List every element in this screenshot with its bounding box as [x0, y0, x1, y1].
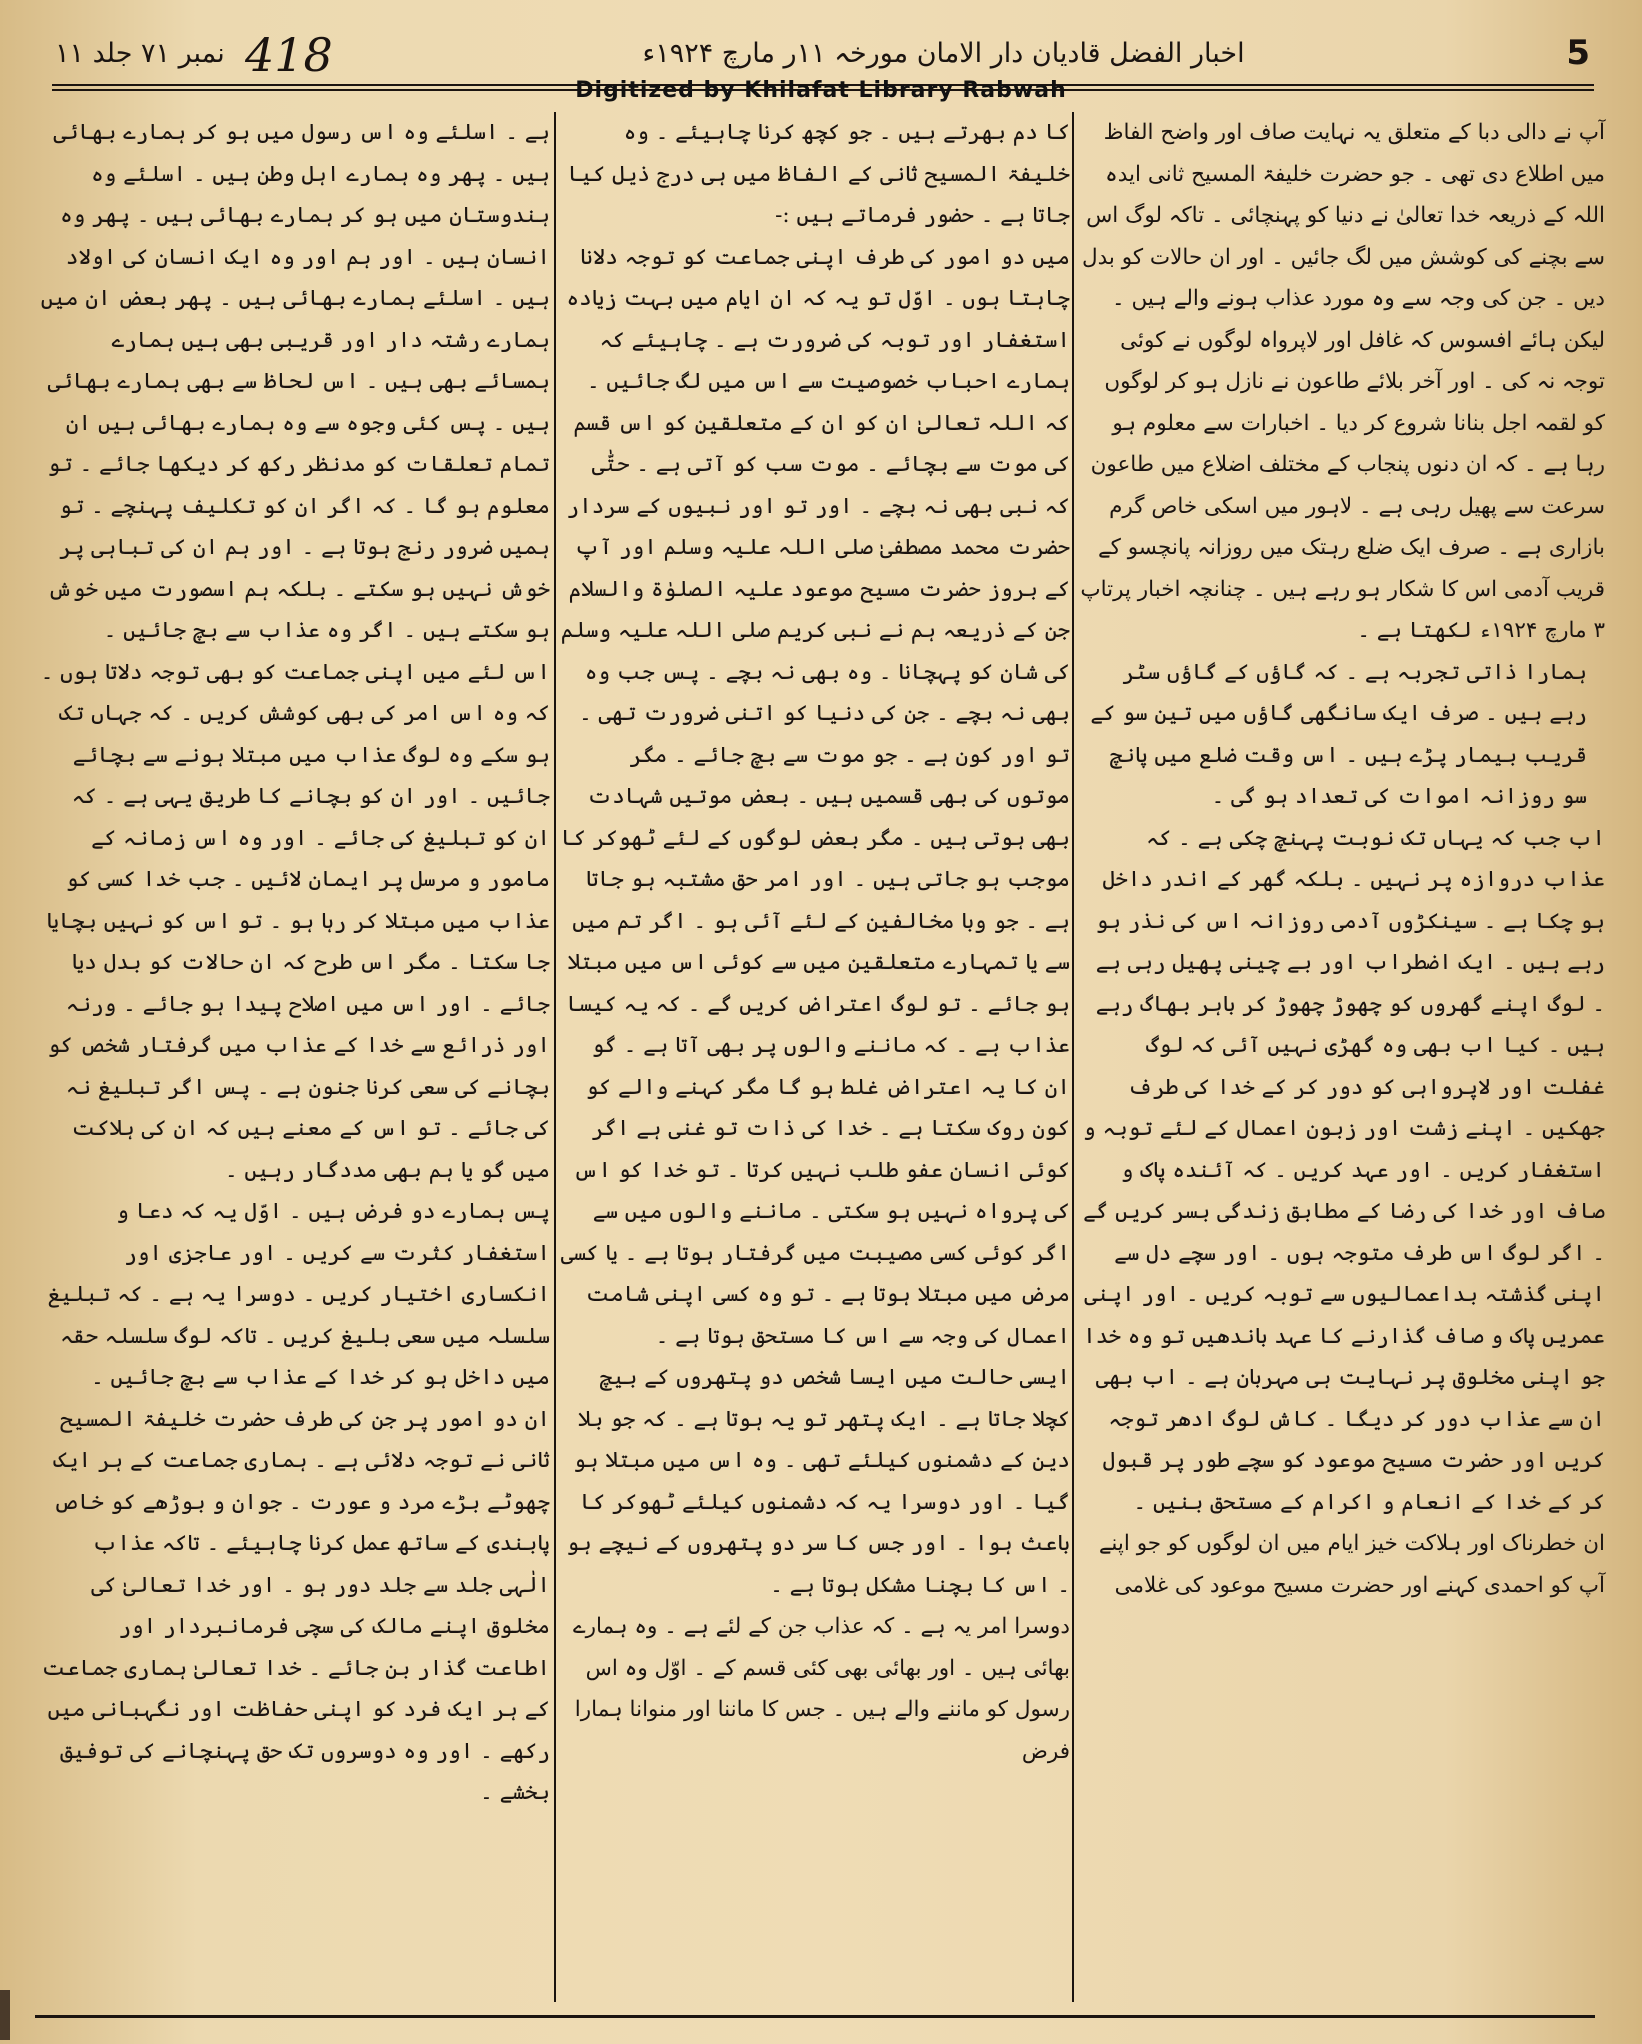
- paragraph: اب جب کہ یہاں تک نوبت پہنچ چکی ہے ۔ کہ عذاب دروازہ پر نہیں ۔ بلکہ گھر کے اندر داخل ہو چکا ہے ۔ سینکڑوں آدمی روزانہ اس کی نذر ہو رہے ہیں ۔ ایک اضطراب اور بے چینی پھیل رہی ہے ۔ لوگ اپنے گھروں کو چھوڑ چھوڑ کر باہر بھاگ رہے ہیں ۔ کیا اب بھی وہ گھڑی نہیں آئی کہ لوگ غفلت اور لاپرواہی کو دور کر کے خدا کی طرف جھکیں ۔ اپنے زشت اور زبون اعمال کے لئے توبہ و استغفار کریں ۔ اور عہد کریں ۔ کہ آئندہ پاک و صاف اور خدا کی رضا کے مطابق زندگی بسر کریں گے ۔ اگر لوگ اس طرف متوجہ ہوں ۔ اور سچے دل سے اپنی گذشتہ بداعمالیوں سے توبہ کریں ۔ اور اپنی عمریں پاک و صاف گذارنے کا عہد باندھیں تو وہ خدا جو اپنی مخلوق پر نہایت ہی مہربان ہے ۔ اب بھی ان سے عذاب دور کر دیگا ۔ کاش لوگ ادھر توجہ کریں اور حضرت مسیح موعود کو سچے طور پر قبول کر کے خدا کے انعام و اکرام کے مستحق بنیں ۔: [1083, 825, 1605, 1515]
- paragraph: ان خطرناک اور ہلاکت خیز ایام میں ان لوگوں کو جو اپنے آپ کو احمدی کہنے اور حضرت مسیح موعود کی غلامی: [1098, 1531, 1605, 1598]
- page-number: 5: [1566, 33, 1590, 73]
- column-left: [40, 112, 550, 2002]
- article-columns: [40, 112, 1605, 2002]
- footer-rule: [35, 2015, 1595, 2018]
- issue-number: نمبر ۷۱ جلد ۱۱: [55, 37, 225, 69]
- paragraph: اس لئے میں اپنی جماعت کو بھی توجہ دلاتا ہوں ۔ کہ وہ اس امر کی بھی کوشش کریں ۔ کہ جہاں تک ہو سکے وہ لوگ عذاب میں مبتلا ہونے سے بچائے جائیں ۔ اور ان کو بچانے کا طریق یہی ہے ۔ کہ ان کو تبلیغ کی جائے ۔ اور وہ اس زمانہ کے مامور و مرسل پر ایمان لائیں ۔ جب خدا کسی کو عذاب میں مبتلا کر رہا ہو ۔ تو اس کو نہیں بچایا جا سکتا ۔ مگر اس طرح کہ ان حالات کو بدل دیا جائے ۔ اور اس میں اصلاح پیدا ہو جائے ۔ ورنہ اور ذرائع سے خدا کے عذاب میں گرفتار شخص کو بچانے کی سعی کرنا جنون ہے ۔ پس اگر تبلیغ نہ کی جائے ۔ تو اس کے معنے ہیں کہ ان کی ہلاکت میں گو یا ہم بھی مددگار رہیں ۔: [40, 659, 550, 1183]
- paragraph: ان دو امور پر جن کی طرف حضرت خلیفۃ المسیح ثانی نے توجہ دلائی ہے ۔ ہماری جماعت کے ہر ایک چھوٹے بڑے مرد و عورت ۔ جوان و بوڑھے کو خاص پابندی کے ساتھ عمل کرنا چاہیئے ۔ تاکہ عذاب الٰہی جلد سے جلد دور ہو ۔ اور خدا تعالیٰ کی مخلوق اپنے مالک کی سچی فرمانبردار اور اطاعت گذار بن جائے ۔ خدا تعالیٰ ہماری جماعت کے ہر ایک فرد کو اپنی حفاظت اور نگہبانی میں رکھے ۔ اور وہ دوسروں تک حق پہنچانے کی توفیق بخشے ۔: [41, 1406, 550, 1805]
- paragraph: ہمارا ذاتی تجربہ ہے ۔ کہ گاؤں کے گاؤں سٹر رہے ہیں ۔ صرف ایک سانگھی گاؤں میں تین سو کے قریب بیمار پڑے ہیں ۔ اس وقت ضلع میں پانچ سو روزانہ اموات کی تعداد ہو گی ۔: [1090, 659, 1587, 809]
- column-middle: [560, 112, 1070, 2002]
- paragraph: ہے ۔ اسلئے وہ اس رسول میں ہو کر ہمارے بھائی ہیں ۔ پھر وہ ہمارے اہل وطن ہیں ۔ اسلئے وہ ہندوستان میں ہو کر ہمارے بھائی ہیں ۔ پھر وہ انسان ہیں ۔ اور ہم اور وہ ایک انسان کی اولاد ہیں ۔ اسلئے ہمارے بھائی ہیں ۔ پھر بعض ان میں ہمارے رشتہ دار اور قریبی بھی ہیں ہمارے ہمسائے بھی ہیں ۔ اس لحاظ سے بھی ہمارے بھائی ہیں ۔ پس کئی وجوہ سے وہ ہمارے بھائی ہیں ان تمام تعلقات کو مدنظر رکھ کر دیکھا جائے ۔ تو معلوم ہو گا ۔ کہ اگر ان کو تکلیف پہنچے ۔ تو ہمیں ضرور رنج ہوتا ہے ۔ اور ہم ان کی تباہی پر خوش نہیں ہو سکتے ۔ بلکہ ہم اسصورت میں خوش ہو سکتے ہیں ۔ اگر وہ عذاب سے بچ جائیں ۔: [40, 120, 550, 643]
- masthead: اخبار الفضل قادیان دار الامان مورخہ ۱۱ر مارچ ۱۹۲۴ء: [642, 37, 1245, 69]
- column-divider: [554, 112, 556, 2002]
- paragraph: میں دو امور کی طرف اپنی جماعت کو توجہ دلانا چاہتا ہوں ۔ اوّل تو یہ کہ ان ایام میں بہت زیادہ استغفار اور توبہ کی ضرورت ہے ۔ چاہیئے کہ ہمارے احباب خصوصیت سے اس میں لگ جائیں ۔ کہ اللہ تعالیٰ ان کو ان کے متعلقین کو اس قسم کی موت سے بچائے ۔ موت سب کو آتی ہے ۔ حتّٰی کہ نبی بھی نہ بچے ۔ اور تو اور نبیوں کے سردار حضرت محمد مصطفیٰ صلی اللہ علیہ وسلم اور آپ کے بروز حضرت مسیح موعود علیہ الصلوٰۃ والسلام جن کے ذریعہ ہم نے نبی کریم صلی اللہ علیہ وسلم کی شان کو پہچانا ۔ وہ بھی نہ بچے ۔ پس جب وہ بھی نہ بچے ۔ جن کی دنیا کو اتنی ضرورت تھی ۔ تو اور کون ہے ۔ جو موت سے بچ جائے ۔ مگر موتوں کی بھی قسمیں ہیں ۔ بعض موتیں شہادت بھی ہوتی ہیں ۔ مگر بعض لوگوں کے لئے ٹھوکر کا موجب ہو جاتی ہیں ۔ اور امر حق مشتبہ ہو جاتا ہے ۔ جو وبا مخالفین کے لئے آئی ہو ۔ اگر تم میں سے یا تمہارے متعلقین میں سے کوئی اس میں مبتلا ہو جائے ۔ تو لوگ اعتراض کریں گے ۔ کہ یہ کیسا عذاب ہے ۔ کہ ماننے والوں پر بھی آتا ہے ۔ گو ان کا یہ اعتراض غلط ہو گا مگر کہنے والے کو کون روک سکتا ہے ۔ خدا کی ذات تو غنی ہے اگر کوئی انسان عفو طلب نہیں کرتا ۔ تو خدا کو اس کی پرواہ نہیں ہو سکتی ۔ ماننے والوں میں سے اگر کوئی کسی مصیبت میں گرفتار ہوتا ہے ۔ یا کسی مرض میں مبتلا ہوتا ہے ۔ تو وہ کسی اپنی شامت اعمال کی وجہ سے اس کا مستحق ہوتا ہے ۔: [560, 244, 1070, 1349]
- digitized-watermark: Digitized by Khilafat Library Rabwah: [575, 78, 1067, 103]
- paragraph: دوسرا امر یہ ہے ۔ کہ عذاب جن کے لئے ہے ۔ وہ ہمارے بھائی ہیں ۔ اور بھائی بھی کئی قسم کے ۔ اوّل وہ اس رسول کو ماننے والے ہیں ۔ جس کا ماننا اور منوانا ہمارا فرض: [573, 1614, 1070, 1764]
- paragraph: کا دم بھرتے ہیں ۔ جو کچھ کرنا چاہیئے ۔ وہ خلیفۃ المسیح ثانی کے الفاظ میں ہی درج ذیل کیا جاتا ہے ۔ حضور فرماتے ہیں :-: [567, 120, 1070, 228]
- paragraph: ایسی حالت میں ایسا شخص دو پتھروں کے بیچ کچلا جاتا ہے ۔ ایک پتھر تو یہ ہوتا ہے ۔ کہ جو بلا دین کے دشمنوں کیلئے تھی ۔ وہ اس میں مبتلا ہو گیا ۔ اور دوسرا یہ کہ دشمنوں کیلئے ٹھوکر کا باعث ہوا ۔ اور جس کا سر دو پتھروں کے نیچے ہو ۔ اس کا بچنا مشکل ہوتا ہے ۔: [566, 1365, 1070, 1598]
- handwritten-page-number: [243, 28, 333, 82]
- paragraph: پس ہمارے دو فرض ہیں ۔ اوّل یہ کہ دعا و استغفار کثرت سے کریں ۔ اور عاجزی اور انکساری اختیار کریں ۔ دوسرا یہ ہے ۔ کہ تبلیغ سلسلہ میں سعی بلیغ کریں ۔ تاکہ لوگ سلسلہ حقہ میں داخل ہو کر خدا کے عذاب سے بچ جائیں ۔: [47, 1199, 550, 1390]
- binding-edge: [0, 1990, 10, 2040]
- column-right: [1080, 112, 1605, 2002]
- page-header: [55, 22, 1590, 84]
- column-divider: [1072, 112, 1074, 2002]
- handwritten-number-text: 418: [244, 28, 333, 82]
- header-left: [55, 28, 333, 82]
- paragraph: آپ نے دالی دبا کے متعلق یہ نہایت صاف اور واضح الفاظ میں اطلاع دی تھی ۔ جو حضرت خلیفۃ المسیح ثانی ایدہ اللہ کے ذریعہ خدا تعالیٰ نے دنیا کو پہنچائی ۔ تاکہ لوگ اس سے بچنے کی کوشش میں لگ جائیں ۔ اور ان حالات کو بدل دیں ۔ جن کی وجہ سے وہ مورد عذاب ہونے والے ہیں ۔ لیکن ہائے افسوس کہ غافل اور لاپرواہ لوگوں نے کوئی توجہ نہ کی ۔ اور آخر بلائے طاعون نے نازل ہو کر لوگوں کو لقمہ اجل بنانا شروع کر دیا ۔ اخبارات سے معلوم ہو رہا ہے ۔ کہ ان دنوں پنجاب کے مختلف اضلاع میں طاعون سرعت سے پھیل رہی ہے ۔ لاہور میں اسکی خاص گرم بازاری ہے ۔ صرف ایک ضلع رہتک میں روزانہ پانچسو کے قریب آدمی اس کا شکار ہو رہے ہیں ۔ چنانچہ اخبار پرتاپ ۳ مارچ ۱۹۲۴ء لکھتا ہے ۔: [1080, 120, 1605, 643]
